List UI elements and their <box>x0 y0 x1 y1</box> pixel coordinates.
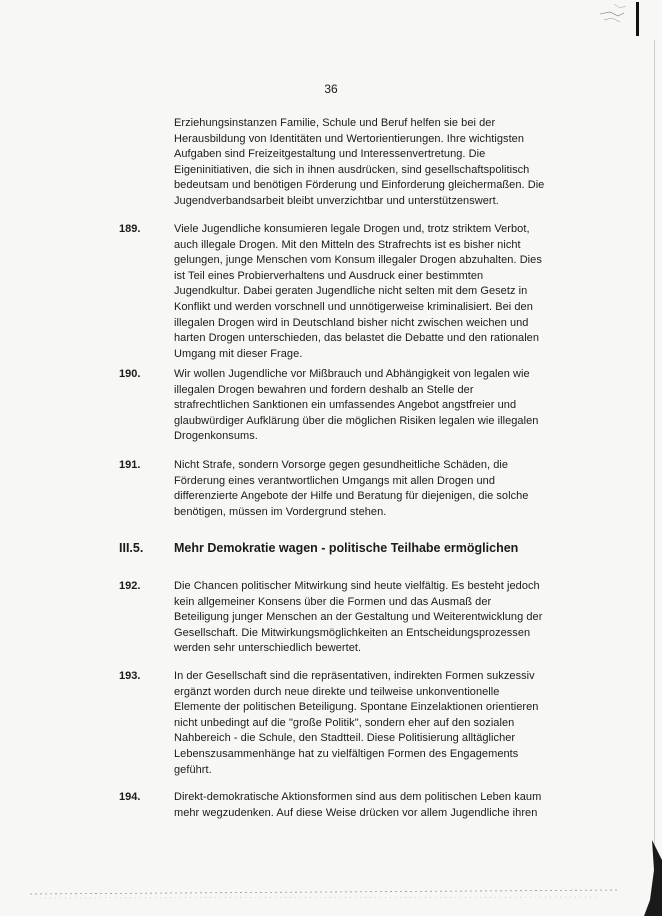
paragraph-number-194: 194. <box>119 791 141 803</box>
paragraph-193-text: In der Gesellschaft sind die repräsentativen, indirekten Formen sukzessiv ergänzt worden durch neue direkte und teilweise unkonventionelle Elemente der politischen Beteiligung. Spontane Einzelaktionen orientieren nicht unbedingt auf die "große Politik", sondern eher auf den sozialen Nahbereich - die Schule, den Stadtteil. Diese Politisierung alltäglicher Lebenszusammenhänge hat zu vielfältigen Formen des Engagements geführt. <box>174 670 539 776</box>
paragraph-190-text: Wir wollen Jugendliche vor Mißbrauch und Abhängigkeit von legalen wie illegalen Drogen bewahren und fordern deshalb an Stelle der strafrechtlichen Sanktionen ein umfassendes Angebot angstfreier und glaubwürdiger Aufklärung über die möglichen Risiken legalen wie illegalen Drogenkonsums. <box>174 368 539 443</box>
paragraph-192-text: Die Chancen politischer Mitwirkung sind heute vielfältig. Es besteht jedoch kein allgemeiner Konsens über die Formen und das Ausmaß der Beteiligung junger Menschen an der Gestaltung und Weiterentwicklung der Gesellschaft. Die Mitwirkungsmöglichkeiten an Entscheidungsprozessen werden sehr unterschiedlich bewertet. <box>174 580 543 655</box>
page-number: 36 <box>324 82 338 96</box>
section-heading: Mehr Demokratie wagen - politische Teilhabe ermöglichen <box>174 541 519 555</box>
paragraph-189-text: Viele Jugendliche konsumieren legale Drogen und, trotz striktem Verbot, auch illegale Drogen. Mit den Mitteln des Strafrechts ist es bisher nicht gelungen, junge Menschen vom Konsum illegaler Drogen abzuhalten. Dies ist Teil eines Probierverhaltens und Ausdruck einer bestimmten Jugendkultur. Dabei geraten Jugendliche nicht selten mit dem Gesetz in Konflikt und werden vorschnell und unnötigerweise kriminalisiert. Bei den illegalen Drogen wird in Deutschland bisher nicht zwischen weichen und harten Drogen unterschieden, das belastet die Debatte und den rationalen Umgang mit dieser Frage. <box>174 223 542 360</box>
paragraph-number-193: 193. <box>119 670 141 682</box>
scan-artifact-top-right <box>590 0 662 45</box>
paragraph-191-text: Nicht Strafe, sondern Vorsorge gegen gesundheitliche Schäden, die Förderung eines verantwortlichen Umgangs mit allen Drogen und differenzierte Angebote der Hilfe und Beratung für diejenigen, die solche benötigen, müssen im Vordergrund stehen. <box>174 459 529 518</box>
paragraph-194-text: Direkt-demokratische Aktionsformen sind aus dem politischen Leben kaum mehr wegzudenken. Auf diese Weise drücken vor allem Jugendliche ihren <box>174 791 542 819</box>
paragraph-number-189: 189. <box>119 223 141 235</box>
scan-artifact-bottom-line <box>0 884 662 916</box>
scan-artifact-right-edge <box>640 40 662 916</box>
intro-paragraph: Erziehungsinstanzen Familie, Schule und Beruf helfen sie bei der Herausbildung von Identitäten und Wertorientierungen. Ihre wichtigsten Aufgaben sind Freizeitgestaltung und Interessenvertretung. Die Eigeninitiativen, die sich in ihnen ausdrücken, sind gesellschaftspolitisch bedeutsam und benötigen Förderung und Einforderung gleichermaßen. Die Jugendverbandsarbeit bleibt unverzichtbar und unterstützenswert. <box>174 117 545 207</box>
paragraph-number-190: 190. <box>119 368 141 380</box>
paragraph-number-192: 192. <box>119 580 141 592</box>
section-number: III.5. <box>119 541 144 555</box>
paragraph-number-191: 191. <box>119 459 141 471</box>
